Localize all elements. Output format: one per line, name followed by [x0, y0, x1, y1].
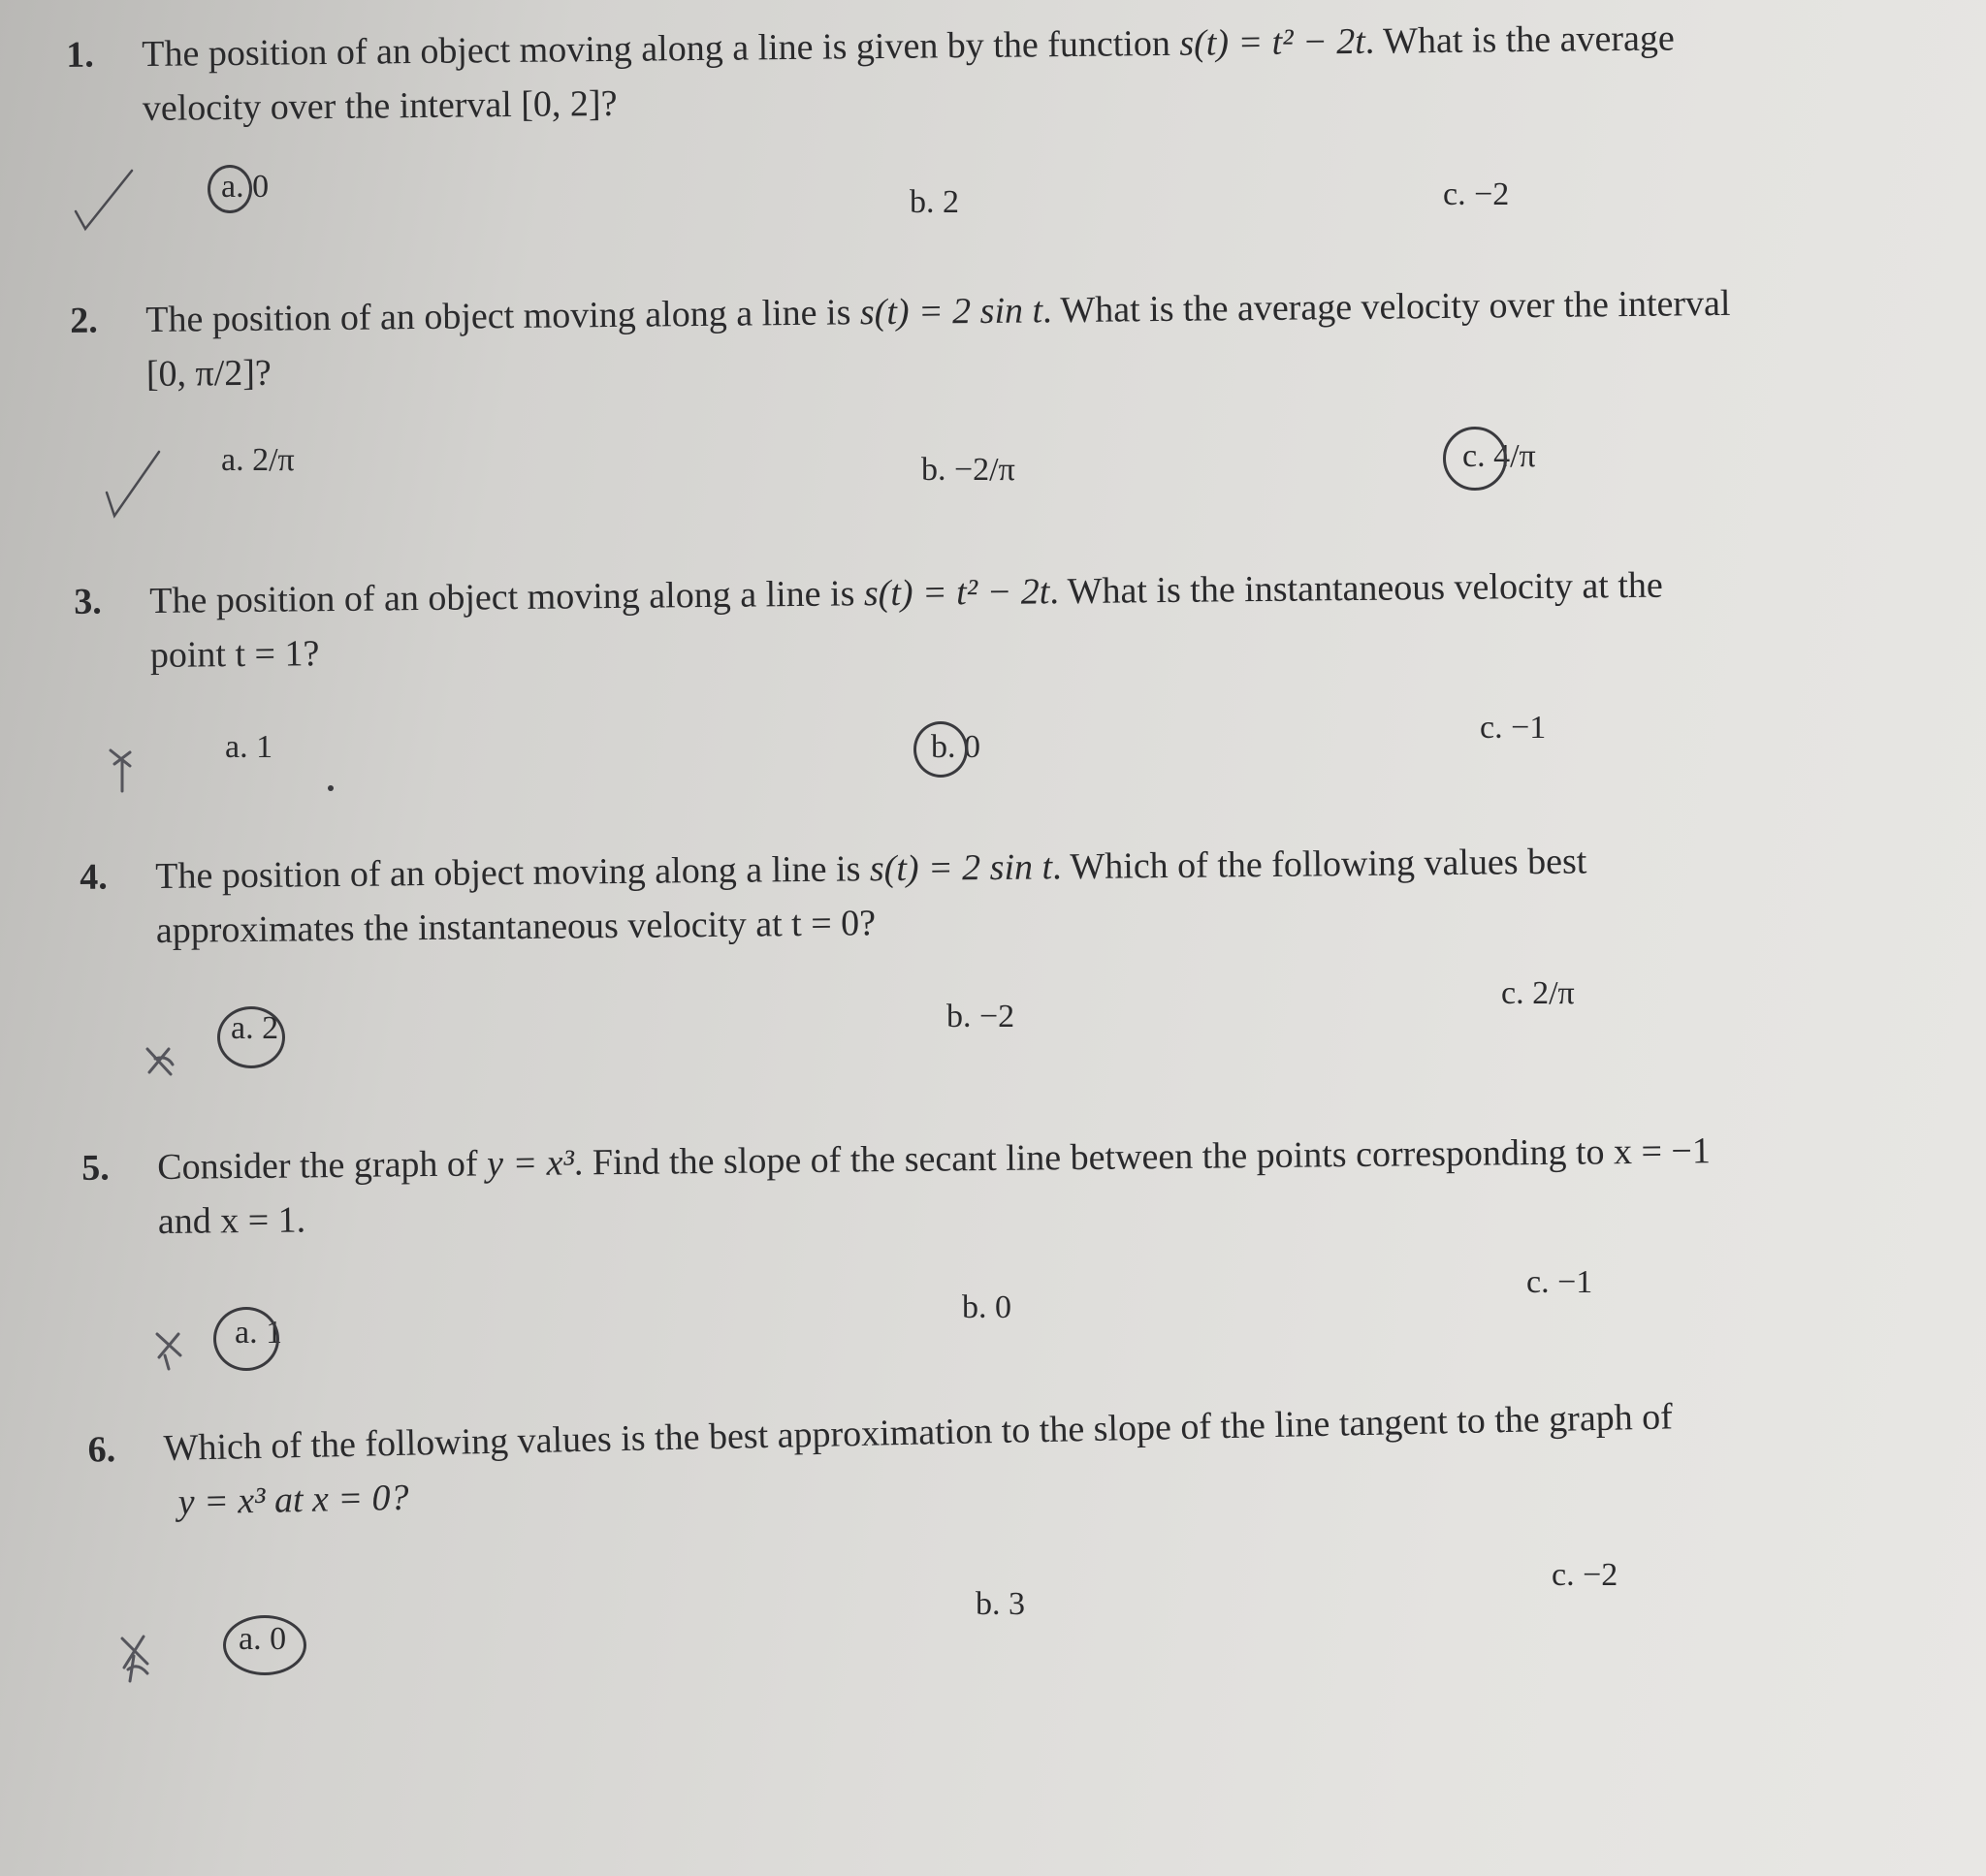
option-a[interactable]: a. 1 — [225, 729, 273, 765]
question-text-line-1: Consider the graph of y = x³. Find the slope of the secant line between the points corresponding to x = −1 — [157, 1130, 1712, 1188]
option-a[interactable]: a. 0 — [239, 1621, 287, 1657]
question-text-line-2: y = x³ at x = 0? — [177, 1477, 409, 1523]
position-function: s(t) = 2 sin t — [859, 290, 1043, 334]
position-function: s(t) = t² − 2t — [863, 571, 1050, 615]
question-number: 6. — [87, 1429, 116, 1471]
question-number: 4. — [80, 856, 109, 898]
option-c[interactable]: c. −2 — [1552, 1557, 1618, 1593]
question-number: 1. — [66, 34, 95, 76]
checkmark-icon — [101, 446, 169, 524]
question-text-line-1: The position of an object moving along a line is s(t) = 2 sin t. What is the average velocity over the interval — [145, 282, 1731, 340]
cross-mark-icon — [114, 1629, 159, 1687]
question-6 — [87, 1389, 1675, 1530]
option-c[interactable]: c. −1 — [1480, 710, 1547, 746]
cross-mark-icon — [151, 1326, 190, 1373]
question-number: 5. — [81, 1147, 111, 1189]
option-b[interactable]: b. −2 — [946, 999, 1015, 1034]
question-text-line-2: approximates the instantaneous velocity at t = 0? — [155, 903, 877, 951]
position-function: s(t) = 2 sin t — [869, 846, 1053, 890]
question-1 — [66, 11, 1676, 136]
option-a[interactable]: a. 1 — [235, 1315, 283, 1351]
question-text-line-1: The position of an object moving along a line is s(t) = t² − 2t. What is the instantaneous velocity at the — [149, 564, 1664, 621]
question-text-line-1: Which of the following values is the best approximation to the slope of the line tangent to the graph of — [163, 1396, 1674, 1469]
cross-mark-icon — [142, 1041, 180, 1084]
option-a[interactable]: a. 0 — [221, 169, 270, 205]
question-text-line-2: velocity over the interval [0, 2]? — [142, 82, 618, 129]
question-text-line-2: [0, π/2]? — [145, 352, 272, 395]
question-4 — [80, 835, 1587, 958]
question-number: 2. — [70, 300, 99, 341]
question-5 — [81, 1124, 1712, 1249]
option-c[interactable]: c. −1 — [1526, 1264, 1593, 1300]
question-number: 3. — [74, 581, 103, 622]
question-text-line-2: and x = 1. — [157, 1199, 306, 1242]
question-text-line-1: The position of an object moving along a line is given by the function s(t) = t² − 2t. What is the average — [142, 17, 1676, 75]
option-a[interactable]: a. 2 — [231, 1010, 279, 1046]
question-2 — [70, 276, 1731, 401]
option-b[interactable]: b. 3 — [976, 1586, 1025, 1622]
cross-mark-icon — [105, 741, 144, 799]
option-b[interactable]: b. 2 — [910, 184, 959, 220]
option-b[interactable]: b. −2/π — [921, 452, 1015, 488]
checkmark-icon — [68, 163, 145, 240]
option-c[interactable]: c. 2/π — [1501, 975, 1575, 1011]
option-c[interactable]: c. −2 — [1443, 176, 1510, 212]
position-function: s(t) = t² − 2t — [1179, 20, 1366, 64]
option-a[interactable]: a. 2/π — [221, 442, 295, 478]
option-b[interactable]: b. 0 — [931, 729, 980, 765]
option-b[interactable]: b. 0 — [962, 1289, 1011, 1325]
pen-dot — [326, 783, 336, 793]
graph-function: y = x³ — [486, 1142, 575, 1185]
option-c[interactable]: c. 4/π — [1462, 438, 1536, 474]
question-3 — [74, 558, 1664, 683]
question-text-line-1: The position of an object moving along a line is s(t) = 2 sin t. Which of the following values best — [155, 841, 1587, 897]
question-text-line-2: point t = 1? — [149, 633, 320, 676]
